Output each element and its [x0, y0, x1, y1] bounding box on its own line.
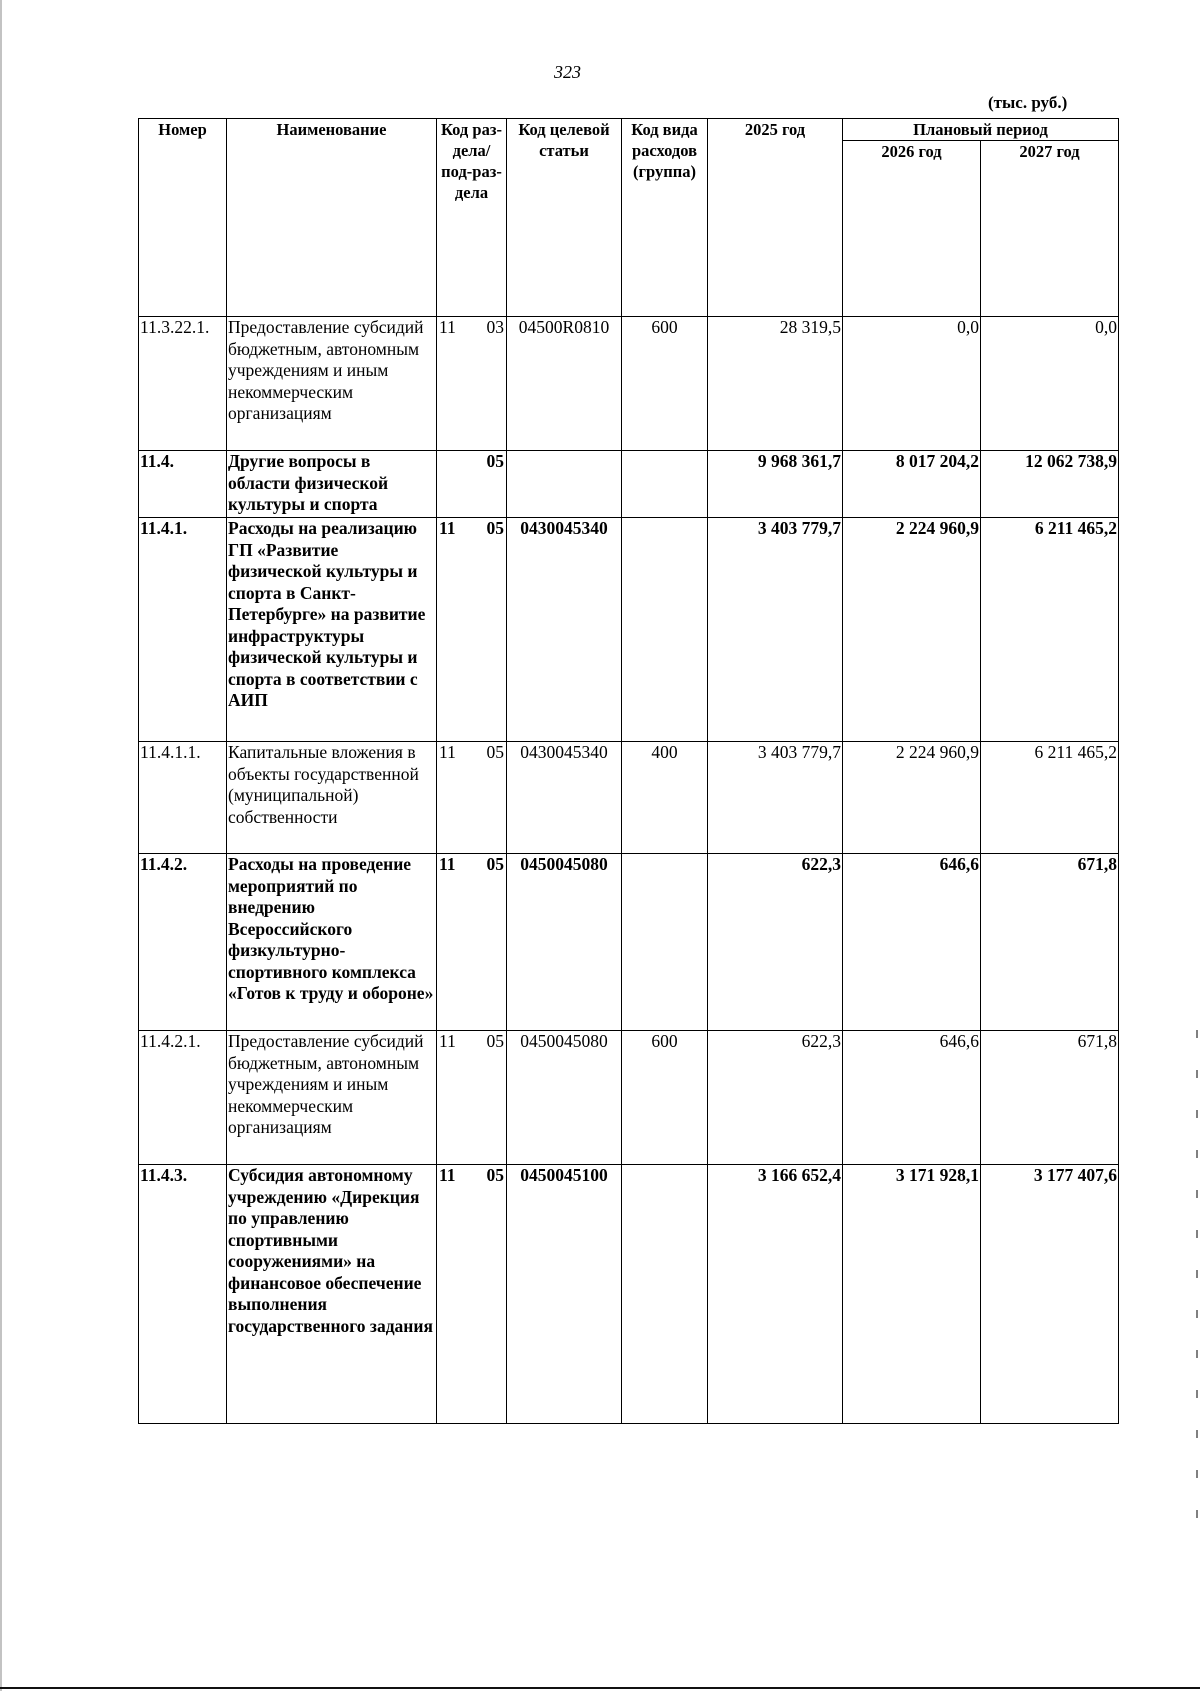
budget-table: [138, 118, 1119, 1424]
row-name: Капитальные вложения в объекты государственной (муниципальной) собственности: [227, 742, 437, 854]
razdel-code: 11: [439, 518, 456, 538]
row-number: 11.4.3.: [139, 1165, 227, 1424]
section-code-wrap: [438, 317, 505, 339]
row-amount-2025: 28 319,5: [708, 317, 843, 451]
row-amount-2027: 671,8: [981, 1031, 1119, 1165]
table-row: [139, 1165, 1119, 1424]
section-code-wrap: [438, 854, 505, 876]
podrazdel-code: 05: [486, 854, 504, 874]
row-section-code: [437, 854, 507, 1031]
row-amount-2025: 622,3: [708, 854, 843, 1031]
header-name: Наименование: [227, 119, 437, 317]
razdel-code: 11: [439, 1165, 456, 1185]
row-number: 11.3.22.1.: [139, 317, 227, 451]
table-body: [139, 317, 1119, 1424]
podrazdel-code: 05: [486, 1031, 504, 1051]
row-amount-2026: 646,6: [843, 854, 981, 1031]
table-row: [139, 518, 1119, 742]
row-number: 11.4.2.: [139, 854, 227, 1031]
row-section-code: [437, 1031, 507, 1165]
row-target-code: 0430045340: [507, 742, 622, 854]
row-amount-2025: 3 403 779,7: [708, 742, 843, 854]
scan-edge-marks: [1196, 1030, 1198, 1550]
row-number: 11.4.1.1.: [139, 742, 227, 854]
row-expense-type: 600: [622, 317, 708, 451]
section-code-wrap: [438, 1031, 505, 1053]
table-row: [139, 317, 1119, 451]
section-code-wrap: [438, 451, 505, 473]
row-amount-2027: 6 211 465,2: [981, 518, 1119, 742]
section-code-wrap: [438, 1165, 505, 1187]
row-number: 11.4.1.: [139, 518, 227, 742]
podrazdel-code: 05: [486, 518, 504, 538]
section-code-wrap: [438, 742, 505, 764]
header-row: [139, 119, 1119, 141]
row-amount-2026: 0,0: [843, 317, 981, 451]
row-name: Другие вопросы в области физической культуры и спорта: [227, 451, 437, 518]
row-name: Предоставление субсидий бюджетным, автономным учреждениям и иным некоммерческим организациям: [227, 317, 437, 451]
row-name: Субсидия автономному учреждению «Дирекция по управлению спортивными сооружениями» на финансовое обеспечение выполнения государственного задания: [227, 1165, 437, 1424]
row-name: Предоставление субсидий бюджетным, автономным учреждениям и иным некоммерческим организациям: [227, 1031, 437, 1165]
header-number: Номер: [139, 119, 227, 317]
row-name: Расходы на реализацию ГП «Развитие физической культуры и спорта в Санкт-Петербурге» на развитие инфраструктуры физической культуры и спорта в соответствии с АИП: [227, 518, 437, 742]
razdel-code: 11: [439, 854, 456, 874]
row-amount-2027: 6 211 465,2: [981, 742, 1119, 854]
row-section-code: [437, 742, 507, 854]
podrazdel-code: 05: [486, 1165, 504, 1185]
row-section-code: [437, 1165, 507, 1424]
row-target-code: 0450045100: [507, 1165, 622, 1424]
podrazdel-code: 05: [486, 742, 504, 762]
scan-bottom-rule: [0, 1687, 1200, 1689]
header-year-2027: 2027 год: [981, 141, 1119, 317]
row-name: Расходы на проведение мероприятий по внедрению Всероссийского физкультурно-спортивного комплекса «Готов к труду и обороне»: [227, 854, 437, 1031]
table-row: [139, 854, 1119, 1031]
row-expense-type: [622, 518, 708, 742]
row-expense-type: 400: [622, 742, 708, 854]
row-section-code: [437, 451, 507, 518]
row-amount-2026: 2 224 960,9: [843, 742, 981, 854]
row-amount-2025: 3 166 652,4: [708, 1165, 843, 1424]
row-section-code: [437, 317, 507, 451]
row-amount-2025: 3 403 779,7: [708, 518, 843, 742]
row-section-code: [437, 518, 507, 742]
row-target-code: 0450045080: [507, 1031, 622, 1165]
table-row: [139, 1031, 1119, 1165]
header-section-code: Код раз-дела/ под-раз-дела: [437, 119, 507, 317]
razdel-code: 11: [439, 1031, 456, 1051]
row-target-code: 04500R0810: [507, 317, 622, 451]
row-expense-type: [622, 854, 708, 1031]
header-year-2026: 2026 год: [843, 141, 981, 317]
units-label: (тыс. руб.): [988, 93, 1068, 112]
row-expense-type: [622, 1165, 708, 1424]
row-amount-2027: 12 062 738,9: [981, 451, 1119, 518]
page-number: 323: [554, 62, 581, 82]
row-amount-2026: 646,6: [843, 1031, 981, 1165]
row-amount-2026: 3 171 928,1: [843, 1165, 981, 1424]
row-amount-2027: 0,0: [981, 317, 1119, 451]
row-number: 11.4.: [139, 451, 227, 518]
header-target-code: Код целевой статьи: [507, 119, 622, 317]
row-amount-2025: 9 968 361,7: [708, 451, 843, 518]
row-amount-2027: 671,8: [981, 854, 1119, 1031]
podrazdel-code: 03: [486, 317, 504, 337]
podrazdel-code: 05: [486, 451, 504, 471]
row-expense-type: 600: [622, 1031, 708, 1165]
razdel-code: 11: [439, 317, 456, 337]
table-row: [139, 451, 1119, 518]
row-target-code: 0450045080: [507, 854, 622, 1031]
header-year-2025: 2025 год: [708, 119, 843, 317]
scan-edge-left: [0, 0, 2, 1691]
header-planned-period: Плановый период: [843, 119, 1119, 141]
section-code-wrap: [438, 518, 505, 540]
row-target-code: 0430045340: [507, 518, 622, 742]
row-target-code: [507, 451, 622, 518]
row-amount-2027: 3 177 407,6: [981, 1165, 1119, 1424]
razdel-code: 11: [439, 742, 456, 762]
row-amount-2026: 8 017 204,2: [843, 451, 981, 518]
header-expense-type: Код вида расходов (группа): [622, 119, 708, 317]
row-expense-type: [622, 451, 708, 518]
table-row: [139, 742, 1119, 854]
row-amount-2026: 2 224 960,9: [843, 518, 981, 742]
row-amount-2025: 622,3: [708, 1031, 843, 1165]
row-number: 11.4.2.1.: [139, 1031, 227, 1165]
